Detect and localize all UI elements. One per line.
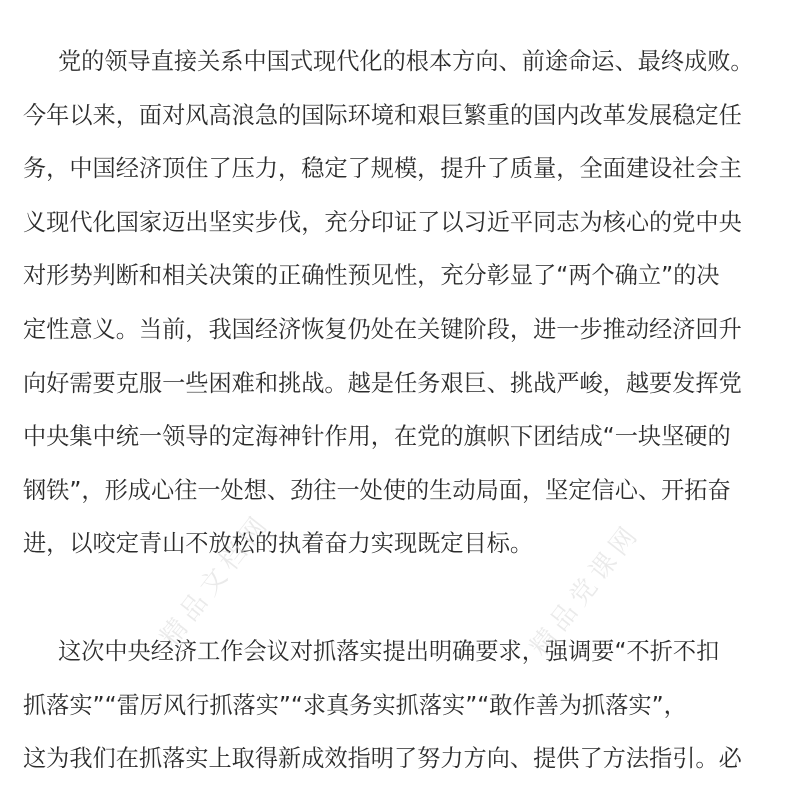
watermark: 精品党课网 [524,517,647,663]
paragraph-line: 钢铁”，形成心往一处想、劲往一处使的生动局面，坚定信心、开拓奋 [23,476,731,504]
paragraph-line: 向好需要克服一些困难和挑战。越是任务艰巨、挑战严峻，越要发挥党 [23,369,742,397]
paragraph-1 [23,35,783,571]
paragraph-line: 义现代化国家迈出坚实步伐，充分印证了以习近平同志为核心的党中央 [23,208,742,236]
paragraph-line: 这为我们在抓落实上取得新成效指明了努力方向、提供了方法指引。必 [23,745,742,773]
paragraph-line: 务，中国经济顶住了压力，稳定了规模，提升了质量，全面建设社会主 [23,155,742,183]
paragraph-2 [23,625,783,786]
paragraph-line: 今年以来，面对风高浪急的国际环境和艰巨繁重的国内改革发展稳定任 [23,101,742,129]
paragraph-line: 对形势判断和相关决策的正确性预见性，充分彰显了“两个确立”的决 [23,262,720,290]
paragraph-line: 这次中央经济工作会议对抓落实提出明确要求，强调要“不折不扣 [58,638,720,665]
paragraph-line: 抓落实”“雷厉风行抓落实”“求真务实抓落实”“敢作善为抓落实”， [23,691,687,719]
watermark: 精品文档网 [154,507,277,653]
paragraph-line: 中央集中统一领导的定海神针作用，在党的旗帜下团结成“一块坚硬的 [23,423,731,451]
paragraph-line: 党的领导直接关系中国式现代化的根本方向、前途命运、最终成败。 [58,48,754,75]
paragraph-line: 进，以咬定青山不放松的执着奋力实现既定目标。 [23,530,534,558]
paragraph-line: 定性意义。当前，我国经济恢复仍处在关键阶段，进一步推动经济回升 [23,315,742,343]
